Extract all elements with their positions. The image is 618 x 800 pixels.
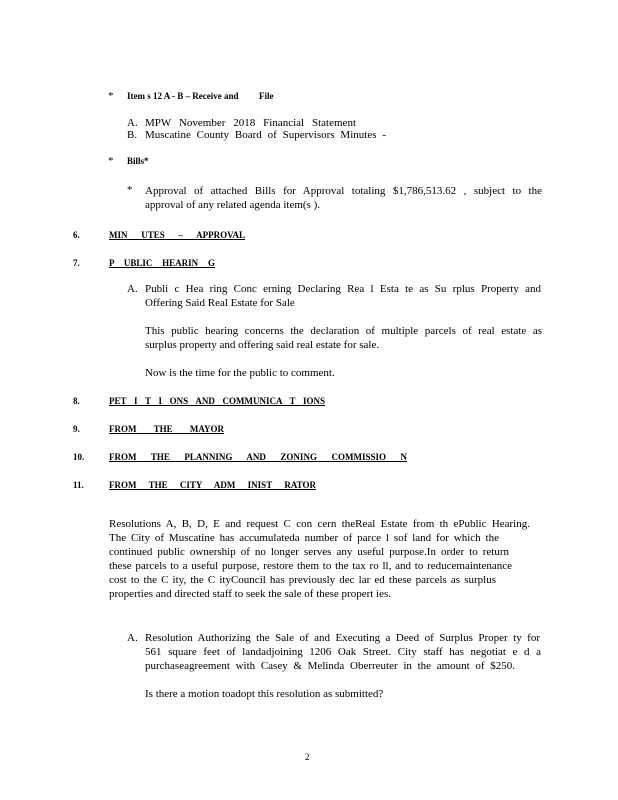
- resolution-motion: Is there a motion toadopt this resolution as submitted?: [145, 688, 384, 700]
- bullet-items: *: [108, 90, 114, 102]
- section-9-title: FROM THE MAYOR: [109, 424, 224, 434]
- resolution-letter: A.: [127, 632, 138, 644]
- sub-item-a-letter: A.: [127, 117, 138, 129]
- hearing-line-2: Offering Said Real Estate for Sale: [145, 297, 295, 309]
- items-header: Item s 12 A - B – Receive and: [127, 91, 239, 101]
- section-8-number: 8.: [73, 396, 80, 406]
- resolution-line-2: 561 square feet of landadjoining 1206 Oak Street. City staff has negotiat e d a: [145, 646, 541, 658]
- section-7-title: P UBLIC HEARIN G: [109, 258, 215, 268]
- bills-line-1: Approval of attached Bills for Approval totaling $1,786,513.62 , subject to the: [145, 185, 542, 197]
- admin-para-line-2: The City of Muscatine has accumulateda number of parce l sof land for which the: [109, 532, 499, 544]
- section-11-title: FROM THE CITY ADM INIST RATOR: [109, 480, 316, 490]
- sub-item-b-letter: B.: [127, 129, 138, 141]
- resolution-line-1: Resolution Authorizing the Sale of and Executing a Deed of Surplus Proper ty for: [145, 632, 540, 644]
- bullet-bills: *: [108, 155, 114, 167]
- admin-para-line-5: cost to the C ity, the C ityCouncil has previously dec lar ed these parcels as surplus: [109, 574, 496, 586]
- sub-item-a-text: MPW November 2018 Financial Statement: [145, 117, 356, 129]
- section-6-number: 6.: [73, 230, 80, 240]
- bills-item-bullet: *: [127, 184, 133, 196]
- section-10-number: 10.: [73, 452, 85, 462]
- bills-heading: Bills*: [127, 156, 149, 166]
- admin-para-line-1: Resolutions A, B, D, E and request C con cern theReal Estate from th ePublic Hearing.: [109, 518, 530, 530]
- admin-para-line-6: properties and directed staff to seek the sale of these propert ies.: [109, 588, 392, 600]
- hearing-para-line-2: surplus property and offering said real estate for sale.: [145, 339, 380, 351]
- hearing-now: Now is the time for the public to comment.: [145, 367, 335, 379]
- section-7-number: 7.: [73, 258, 80, 268]
- section-6-title: MIN UTES – APPROVAL: [109, 230, 245, 240]
- section-11-number: 11.: [73, 480, 84, 490]
- bills-line-2: approval of any related agenda item(s ).: [145, 199, 321, 211]
- admin-para-line-3: continued public ownership of no longer serves any useful purpose.In order to return: [109, 546, 509, 558]
- hearing-letter: A.: [127, 283, 138, 295]
- hearing-para-line-1: This public hearing concerns the declaration of multiple parcels of real estate as: [145, 325, 542, 337]
- hearing-line-1: Publi c Hea ring Conc erning Declaring Rea l Esta te as Su rplus Property and: [145, 283, 541, 295]
- admin-para-line-4: these parcels to a useful purpose, restore them to the tax ro ll, and to reducemaintenance: [109, 560, 512, 572]
- page-number: 2: [305, 752, 310, 762]
- resolution-line-3: purchaseagreement with Casey & Melinda Oberreuter in the amount of $250.: [145, 660, 515, 672]
- section-8-title: PET I T I ONS AND COMMUNICA T IONS: [109, 396, 325, 406]
- section-10-title: FROM THE PLANNING AND ZONING COMMISSIO N: [109, 452, 407, 462]
- section-9-number: 9.: [73, 424, 80, 434]
- items-header-file: File: [259, 91, 274, 101]
- sub-item-b-text: Muscatine County Board of Supervisors Minutes -: [145, 129, 386, 141]
